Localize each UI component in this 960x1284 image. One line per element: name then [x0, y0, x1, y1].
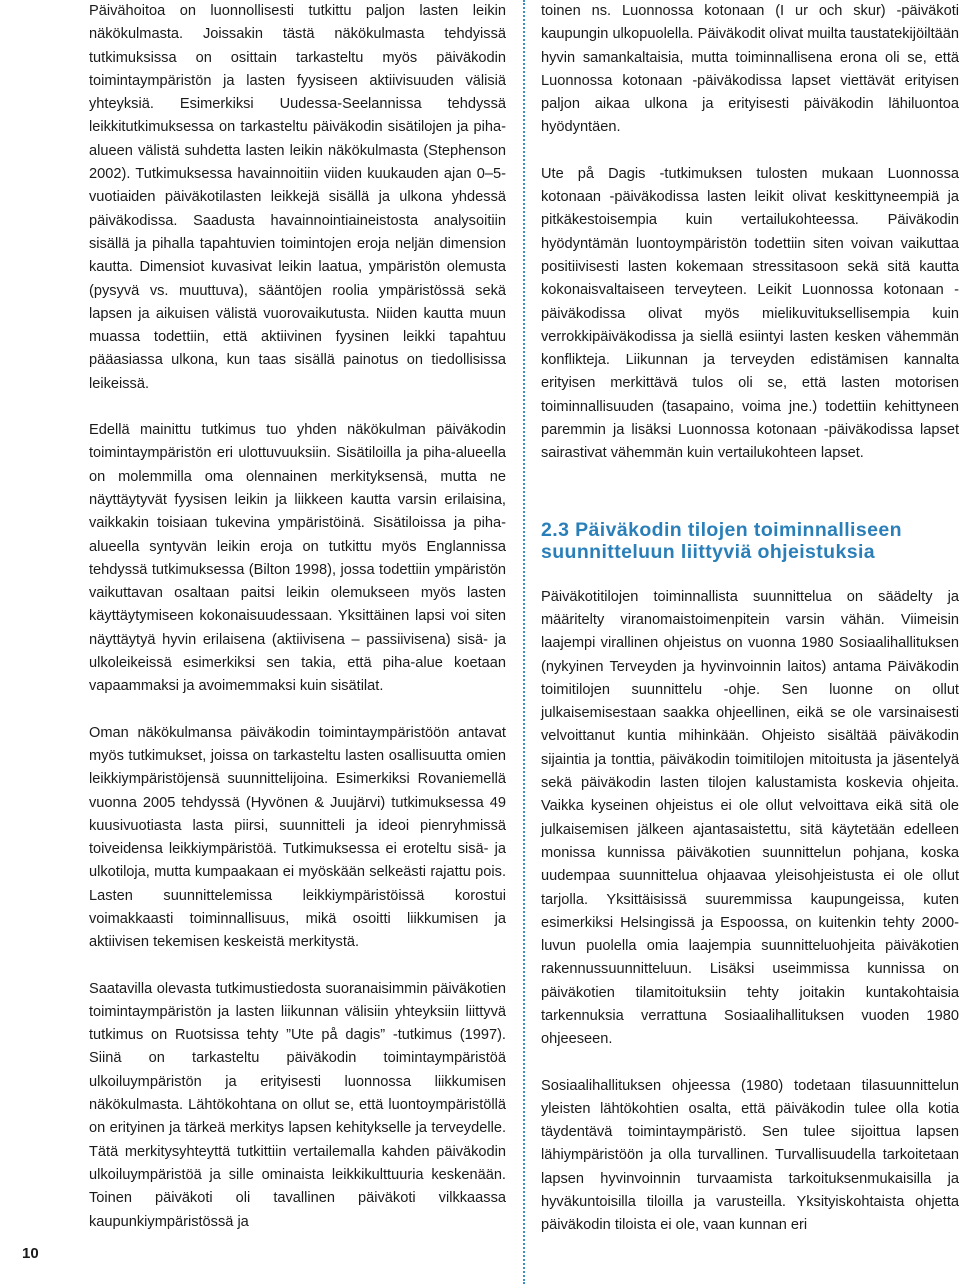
column-divider — [523, 0, 525, 1284]
left-paragraph-2: Edellä mainittu tutkimus tuo yhden näkökulman päiväkodin toimintaympäristön eri ulottuvuuksiin. Sisätiloilla ja piha-alueella on molemmilla oma olennainen merkityksensä, mutta ne näyttäytyvät fyysisen leikin ja liikkeen kautta varsin erilaisina, vaikkakin toisiaan tukevina ympäristöinä. Sisätiloissa ja piha-alueella syntyvän leikin eroja on tutkittu myös Englannissa tehdyssä tutkimuksessa (Bilton 1998), jossa todettiin ympäristön vaikuttavan osaltaan paitsi leikin olemukseen myös lasten käyttäytymiseen kokonaisuudessaan. Yksittäinen lapsi voi siten näyttäytyä hyvin erilaisena (aktiivisena – passiivisena) sisä- ja ulkoleikeissä esimerkiksi sen takia, että piha-alue koetaan vapaammaksi ja avoimemmaksi kuin sisätilat. — [89, 422, 506, 695]
right-paragraph-1: toinen ns. Luonnossa kotonaan (I ur och skur) -päiväkoti kaupungin ulkopuolella. Päiväkodit olivat muilta taustatekijöiltään hyvin samankaltaisia, mutta toiminnallisena erona oli se, että Luonnossa kotonaan -päiväkodissa lapset viettävät erityisen paljon aikaa ulkona ja erityisesti päiväkodin lähiluontoa hyödyntäen. — [541, 3, 959, 136]
left-paragraph-4: Saatavilla olevasta tutkimustiedosta suoranaisimmin päiväkotien toimintaympäristön ja lasten liikunnan välisiin yhteyksiin liittyvä tutkimus on Ruotsissa tehty ”Ute på dagis” -tutkimus (1997). Siinä on tarkasteltu päiväkodin toimintaympäristöä ulkoiluympäristön ja erityisesti luonnossa liikkumisen näkökulmasta. Lähtökohtana on ollut se, että luontoympäristöllä on erityinen ja tärkeä merkitys lapsen kehitykselle ja terveydelle. Tätä merkitysyhteyttä tutkittiin vertailemalla kahden päiväkodin ulkoiluympäristöä ja sille ominaista leikkikulttuuria keskenään. Toinen päiväkoti oli tavallinen päiväkoti vilkkaassa kaupunkiympäristössä ja — [89, 980, 506, 1230]
right-paragraph-2: Ute på Dagis -tutkimuksen tulosten mukaan Luonnossa kotonaan -päiväkodissa lasten leikit olivat keskittyneempiä ja pitkäkestoisempia kuin vertailukohteessa. Päiväkodin hyödyntämän luontoympäristön todettiin siten voivan vaikuttaa positiivisesti lasten kokemaan stressitasoon sekä sitä kautta kokonaisvaltaiseen terveyteen. Leikit Luonnossa kotonaan -päiväkodissa olivat myös mielikuvituksellisempia kuin verrokkipäiväkodissa ja siellä esiintyi lasten kesken vähemmän konflikteja. Liikunnan ja terveyden edistämisen kannalta erityisen merkittävä tulos oli se, että lasten motorisen toiminnallisuuden (tasapaino, voima jne.) todettiin kehittyneen paremmin ja lisäksi Luonnossa kotonaan -päiväkodissa lapset sairastivat vähemmän kuin vertailukohteen lapset. — [541, 165, 959, 462]
page-number: 10 — [22, 1245, 39, 1262]
section-heading: 2.3 Päiväkodin tilojen toiminnalliseen suunnitteluun liittyviä ohjeistuksia — [541, 518, 902, 563]
right-paragraph-3: Päiväkotitilojen toiminnallista suunnittelua on säädelty ja määritelty viranomaistoimenpitein varsin vähän. Viimeisin laajempi virallinen ohjeistus on vuonna 1980 Sosiaalihallituksen (nykyinen Terveyden ja hyvinvoinnin laitos) antama Päiväkodin toimitilojen suunnittelu -ohje. Sen luonne on ollut julkaisemisestaan saakka ohjeellinen, eikä se ole varsinaisesti velvoittanut kuntia mihinkään. Ohjeisto sisältää päiväkodin sijaintia ja tonttia, päiväkodin toimitilojen mitoitusta ja jäsentelyä sekä päiväkodin lasten tilojen kalustamista koskevia ohjeita. Vaikka kyseinen ohjeistus ei ole ollut velvoittava eikä sitä ole julkaisemisen jälkeen ajantasaistettu, sitä käytetään edelleen monissa kunnissa päiväkotien suunnittelun pohjana, koska uudempaa suunnittelua ohjaavaa yleisohjeistusta ei ole ollut tarjolla. Yksittäisissä suuremmissa kaupungeissa, kuten esimerkiksi Helsingissä ja Espoossa, on kuitenkin tehty 2000-luvun puolella omia laajempia suunnitteluohjeita päiväkotien rakennussuunnitteluun. Lisäksi useimmissa kunnissa on päiväkotien tilamitoituksiin tehty joitakin kuntakohtaisia tarkennuksia verrattuna Sosiaalihallituksen vuoden 1980 ohjeeseen. — [541, 588, 959, 1048]
right-column — [541, 0, 959, 1238]
left-paragraph-1: Päivähoitoa on luonnollisesti tutkittu paljon lasten leikin näkökulmasta. Joissakin tästä näkökulmasta tehdyissä tutkimuksissa on osittain tarkasteltu myös päiväkodin toimintaympäristön ja lasten fyysiseen aktiivisuuden välisiä yhteyksiä. Esimerkiksi Uudessa-Seelannissa tehdyssä leikkitutkimuksessa on tarkasteltu päiväkodin sisätilojen ja piha-alueen välistä suhdetta lasten leikin näkökulmasta (Stephenson 2002). Tutkimuksessa havainnoitiin viiden kuukauden ajan 0–5-vuotiaiden päiväkotilasten leikkejä sisällä ja ulkona yhdessä päiväkodissa. Saadusta havainnointiaineistosta analysoitiin sisällä ja pihalla tapahtuvien toimintojen eroja neljän dimension kautta. Dimensiot kuvasivat leikin laatua, ympäristön olemusta (pysyvä vs. muuttuva), sääntöjen roolia ympäristössä sekä lapsen ja aikuisen välistä vuorovaikutusta. Niiden kautta muun muassa todettiin, että aktiivinen fyysinen leikki tapahtuu pääasiassa ulkona, kun taas sisällä painotus on tiedollisissa leikeissä. — [89, 3, 506, 392]
right-paragraph-4: Sosiaalihallituksen ohjeessa (1980) todetaan tilasuunnittelun yleisten lähtökohtien osalta, että päiväkodin tulee olla kotia täydentävä toimintaympäristö. Sen tulee sijoittua lapsen lähiympäristöön ja olla turvallinen. Turvallisuudella tarkoitetaan lapsen hyvinvoinnin turvaamista tarkoituksenmukaisilla ja hyväkuntoisilla tiloilla ja varusteilla. Yksityiskohtaista ohjetta päiväkodin tiloista ei ole, vaan kunnan eri — [541, 1077, 959, 1234]
left-paragraph-3: Oman näkökulmansa päiväkodin toimintaympäristöön antavat myös tutkimukset, joissa on tarkasteltu lasten osallisuutta omien leikkiympäristöjensä suunnittelijoina. Esimerkiksi Rovaniemellä vuonna 2005 tehdyssä (Hyvönen & Juujärvi) tutkimuksessa 49 kuusivuotiasta lasta piirsi, suunnitteli ja ideoi pienryhmissä toiveidensa leikkiympäristöä. Tutkimuksessa ei eroteltu sisä- ja ulkotiloja, mutta kumpaakaan ei myöskään selkeästi rajattu pois. Lasten suunnittelemissa leikkiympäristöissä korostui voimakkaasti toiminnallisuus, mikä osoitti liikkumisen ja aktiivisen tekemisen keskeistä merkitystä. — [89, 724, 506, 951]
left-column — [89, 0, 506, 1234]
